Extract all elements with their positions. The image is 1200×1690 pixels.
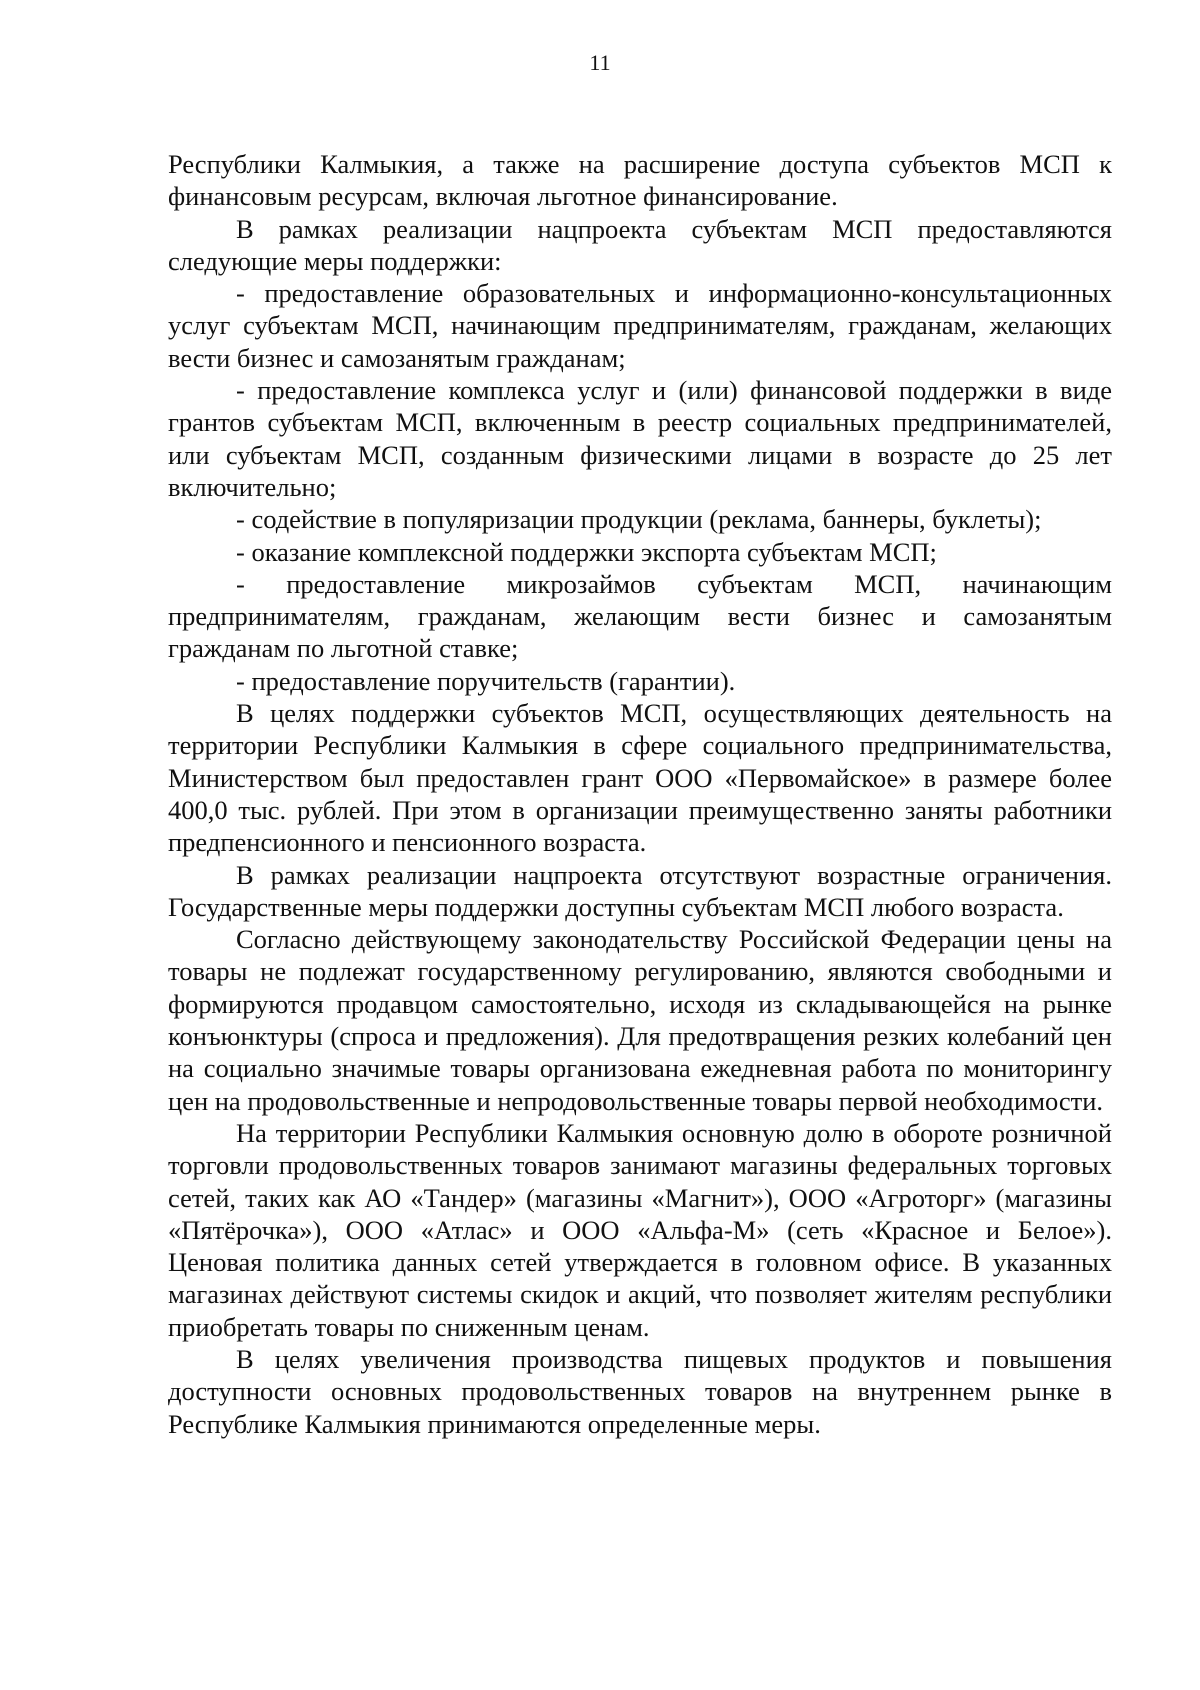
paragraph-continuation: Республики Калмыкия, а также на расширение доступа субъектов МСП к финансовым ресурсам, включая льготное финансирование. <box>168 149 1112 212</box>
paragraph-food-production: В целях увеличения производства пищевых продуктов и повышения доступности основных продовольственных товаров на внутреннем рынке в Республике Калмыкия принимаются определенные меры. <box>168 1343 1112 1439</box>
paragraph-age-restrictions: В рамках реализации нацпроекта отсутствуют возрастные ограничения. Государственные меры поддержки доступны субъектам МСП любого возраста. <box>168 859 1112 922</box>
paragraph-support-measures-intro: В рамках реализации нацпроекта субъектам МСП предоставляются следующие меры поддержки: <box>168 213 1112 276</box>
list-item-microloans: - предоставление микрозаймов субъектам МСП, начинающим предпринимателям, гражданам, желающим вести бизнес и самозанятым гражданам по льготной ставке; <box>168 568 1112 664</box>
paragraph-price-regulation: Согласно действующему законодательству Российской Федерации цены на товары не подлежат государственному регулированию, являются свободными и формируются продавцом самостоятельно, исходя из складывающейся на рынке конъюнктуры (спроса и предложения). Для предотвращения резких колебаний цен на социально значимые товары организована ежедневная работа по мониторингу цен на продовольственные и непродовольственные товары первой необходимости. <box>168 924 1112 1116</box>
paragraph-social-entrepreneurship: В целях поддержки субъектов МСП, осуществляющих деятельность на территории Республики Калмыкия в сфере социального предпринимательства, Министерством был предоставлен грант ООО «Первомайское» в размере более 400,0 тыс. рублей. При этом в организации преимущественно заняты работники предпенсионного и пенсионного возраста. <box>168 698 1112 858</box>
page-number: 11 <box>589 50 611 75</box>
list-item-popularization: - содействие в популяризации продукции (реклама, баннеры, буклеты); <box>236 504 1042 535</box>
list-item-export-support: - оказание комплексной поддержки экспорта субъектам МСП; <box>236 536 937 567</box>
list-item-grants: - предоставление комплекса услуг и (или) финансовой поддержки в виде грантов субъектам МСП, включенным в реестр социальных предпринимателей, или субъектам МСП, созданным физическими лицами в возрасте до 25 лет включительно; <box>168 375 1112 502</box>
document-body <box>168 148 1112 1440</box>
paragraph-retail-chains: На территории Республики Калмыкия основную долю в обороте розничной торговли продовольственных товаров занимают магазины федеральных торговых сетей, таких как АО «Тандер» (магазины «Магнит»), ООО «Агроторг» (магазины «Пятёрочка»), ООО «Атлас» и ООО «Альфа-М» (сеть «Красное и Белое»). Ценовая политика данных сетей утверждается в головном офисе. В указанных магазинах действуют системы скидок и акций, что позволяет жителям республики приобретать товары по сниженным ценам. <box>168 1117 1112 1342</box>
list-item-guarantees: - предоставление поручительств (гарантии). <box>236 665 736 696</box>
list-item-education-services: - предоставление образовательных и информационно-консультационных услуг субъектам МСП, начинающим предпринимателям, гражданам, желающих вести бизнес и самозанятым гражданам; <box>168 278 1112 373</box>
